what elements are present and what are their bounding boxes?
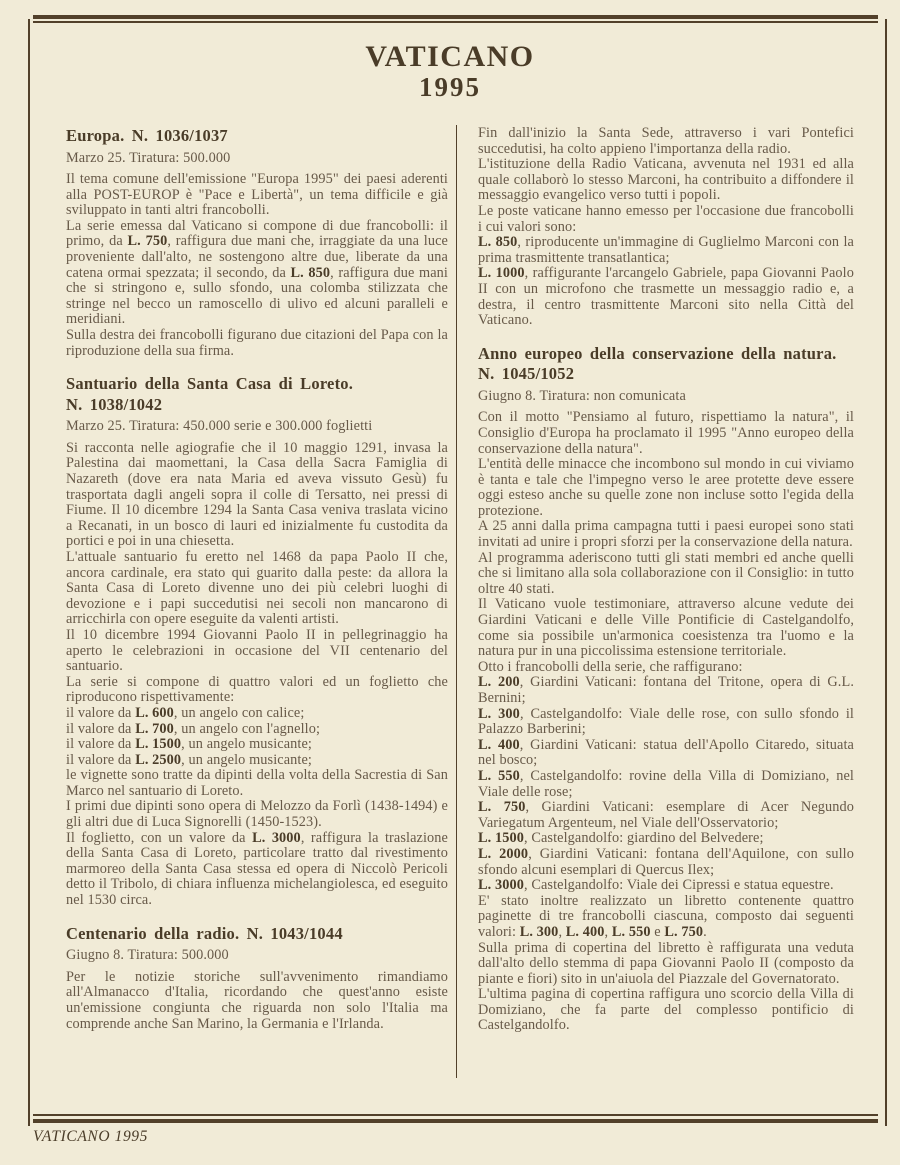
paragraph: il valore da L. 700, un angelo con l'agnello;	[66, 720, 321, 737]
paragraph: L. 3000, Castelgandolfo: Viale dei Cipressi e statua equestre.	[478, 877, 834, 894]
paragraph: le vignette sono tratte da dipinti della volta della Sacrestia di San Marco nel santuario di Loreto.	[66, 767, 448, 799]
paragraph: Sulla prima di copertina del libretto è raffigurata una veduta dall'alto dello stemma di papa Giovanni Paolo II (composto da piante e fiori) sito in un'aiuola del Piazzale del Governatorato.	[478, 939, 854, 987]
section-dateline: Giugno 8. Tiratura: non comunicata	[478, 387, 686, 404]
top-rule-thin	[33, 21, 878, 23]
stamp-issue-section	[66, 374, 448, 908]
paragraph: Con il motto "Pensiamo al futuro, rispettiamo la natura", il Consiglio d'Europa ha proclamato il 1995 "Anno europeo della conservazione della natura".	[478, 409, 854, 457]
column-divider-line	[456, 125, 457, 1078]
paragraph: L'ultima pagina di copertina raffigura uno scorcio della Villa di Domiziano, che fa parte del complesso pontificio di Castelgandolfo.	[478, 986, 854, 1034]
right-border-line	[885, 19, 887, 1126]
paragraph: L. 850, riproducente un'immagine di Guglielmo Marconi con la prima trasmittente transatlantica;	[478, 234, 855, 266]
section-dateline: Giugno 8. Tiratura: 500.000	[66, 947, 229, 964]
page-header	[0, 40, 900, 101]
paragraph: L'istituzione della Radio Vaticana, avvenuta nel 1931 ed alla quale collaborò lo stesso Marconi, ha contribuito a diffondere il messaggio evangelico verso tutti i popoli.	[478, 156, 854, 204]
paragraph: L. 750, Giardini Vaticani: esemplare di Acer Negundo Variegatum Argenteum, nel Viale dell'Osservatorio;	[478, 799, 855, 831]
paragraph: Il tema comune dell'emissione "Europa 1995" dei paesi aderenti alla POST-EUROP è "Pace e Libertà", un tema difficile e già sviluppato in tanti altri francobolli.	[66, 171, 448, 219]
paragraph: L. 550, Castelgandolfo: rovine della Villa di Domiziano, nel Viale delle rose;	[478, 767, 854, 800]
footer-caption: VATICANO 1995	[33, 1128, 149, 1145]
bottom-rule-thick	[33, 1119, 878, 1123]
section-heading: Centenario della radio. N. 1043/1044	[66, 923, 343, 943]
paragraph: Per le notizie storiche sull'avvenimento rimandiamo all'Almanacco d'Italia, ricordando che quest'anno esiste un'emissione congiunta che riguarda non solo l'Italia ma comprende anche San Marino, la Germania e l'Irlanda.	[66, 968, 448, 1032]
left-border-line	[28, 19, 30, 1126]
paragraph: Al programma aderiscono tutti gli stati membri ed anche quelli che si limitano alla sola collaborazione con il Consiglio: in tutto oltre 40 stati.	[478, 549, 854, 597]
paragraph: L. 2000, Giardini Vaticani: fontana dell'Aquilone, con sullo sfondo alcuni esemplari di Quercus Ilex;	[478, 845, 854, 878]
paragraph: Fin dall'inizio la Santa Sede, attraverso i vari Pontefici succedutisi, ha colto appieno l'importanza della radio.	[478, 125, 854, 157]
paragraph: E' stato inoltre realizzato un libretto contenente quattro paginette di tre francobolli ciascuna, composto dai seguenti valori: L. 300, L. 400, L. 550 e L. 750.	[478, 892, 854, 940]
paragraph: Il Vaticano vuole testimoniare, attraverso alcune vedute dei Giardini Vaticani e delle Ville Pontificie di Castelgandolfo, come sia possibile un'armonica coesistenza tra l'uomo e la natura pur in una piccolissima estensione territoriale.	[478, 596, 854, 660]
section-heading: Santuario della Santa Casa di Loreto. N. 1038/1042	[66, 374, 354, 414]
paragraph: La serie emessa dal Vaticano si compone di due francobolli: il primo, da L. 750, raffigura due mani che, irraggiate da una luce proveniente dall'alto, ne sostengono altre due, liberate da una catena ormai spezzata; il secondo, da L. 850, raffigura due mani che si stringono e, sullo sfondo, una colomba stilizzata che stringe nel becco un ramoscello di ulivo ed alcuni paralleli e meridiani.	[66, 217, 448, 328]
paragraph: Il 10 dicembre 1994 Giovanni Paolo II in pellegrinaggio ha aperto le celebrazioni in occasione del VII centenario del santuario.	[66, 626, 448, 675]
stamp-issue-section	[478, 344, 854, 1034]
section-heading: Europa. N. 1036/1037	[66, 126, 228, 145]
paragraph: L. 400, Giardini Vaticani: statua dell'Apollo Citaredo, situata nel bosco;	[478, 736, 854, 769]
section-dateline: Marzo 25. Tiratura: 450.000 serie e 300.000 foglietti	[66, 418, 373, 435]
stamp-issue-section	[66, 924, 448, 1032]
paragraph: L. 300, Castelgandolfo: Viale delle rose, con sullo sfondo il Palazzo Barberini;	[478, 705, 855, 738]
paragraph: il valore da L. 600, un angelo con calice;	[66, 704, 305, 721]
right-column	[478, 126, 854, 1034]
paragraph: Le poste vaticane hanno emesso per l'occasione due francobolli i cui valori sono:	[478, 202, 854, 235]
paragraph: I primi due dipinti sono opera di Melozzo da Forlì (1438-1494) e gli altri due di Luca Signorelli (1450-1523).	[66, 798, 448, 831]
top-rule-thick	[33, 15, 878, 19]
section-dateline: Marzo 25. Tiratura: 500.000	[66, 149, 231, 166]
page-title-year: 1995	[419, 72, 481, 102]
paragraph: Si racconta nelle agiografie che il 10 maggio 1291, invasa la Palestina dai maomettani, la Casa della Sacra Famiglia di Nazareth (dove era nata Maria ed aveva vissuto Gesù) fu trasportata dagli angeli sopra il colle di Tersatto, nei pressi di Fiume. Il 10 dicembre 1294 la Santa Casa veniva traslata vicino a Recanati, in un bosco di lauri ed inizialmente fu custodita da portici e poi in una chiesetta.	[66, 439, 448, 550]
paragraph: il valore da L. 1500, un angelo musicante;	[66, 736, 313, 753]
stamp-issue-section	[66, 126, 448, 359]
stamp-issue-section	[478, 126, 854, 329]
page-title: VATICANO	[365, 40, 535, 73]
paragraph: L'entità delle minacce che incombono sul mondo in cui viviamo è tanta e tale che l'impegno verso le aree protette deve essere oggi esteso anche su quelle zone non incluse sotto l'egida della protezione.	[478, 456, 854, 519]
paragraph: il valore da L. 2500, un angelo musicante;	[66, 751, 313, 768]
section-heading: Anno europeo della conservazione della natura. N. 1045/1052	[478, 343, 837, 384]
paragraph: L. 1000, raffigurante l'arcangelo Gabriele, papa Giovanni Paolo II con un microfono che trasmette un messaggio radio e, a destra, il centro trasmittente Marconi sito nella Città del Vaticano.	[478, 265, 854, 329]
left-column	[66, 126, 448, 1032]
paragraph: L'attuale santuario fu eretto nel 1468 da papa Paolo II che, ancora cardinale, era stato qui guarito dalla peste: da allora la Santa Casa di Loreto divenne uno dei più celebri luoghi di devozione e i papi succedutisi nei secoli non mancarono di arricchirla con opere eseguite da valenti artisti.	[66, 548, 448, 628]
paragraph: Otto i francobolli della serie, che raffigurano:	[478, 658, 743, 675]
paragraph: A 25 anni dalla prima campagna tutti i paesi europei sono stati invitati ad unire i propri sforzi per la conservazione della natura.	[478, 518, 854, 551]
paragraph: Il foglietto, con un valore da L. 3000, raffigura la traslazione della Santa Casa di Loreto, particolare tratto dal rivestimento marmoreo della Santa Casa stessa ed opera di Niccolò Pericoli detto il Tribolo, di chiara influenza michelangiolesca, ed eseguito nel 1530 circa.	[66, 829, 448, 909]
paragraph: La serie si compone di quattro valori ed un foglietto che riproducono rispettivamente:	[66, 673, 448, 706]
paragraph: L. 200, Giardini Vaticani: fontana del Tritone, opera di G.L. Bernini;	[478, 674, 854, 706]
paragraph: Sulla destra dei francobolli figurano due citazioni del Papa con la riproduzione della sua firma.	[66, 327, 448, 359]
bottom-rule-thin	[33, 1114, 878, 1116]
paragraph: L. 1500, Castelgandolfo: giardino del Belvedere;	[478, 830, 764, 847]
